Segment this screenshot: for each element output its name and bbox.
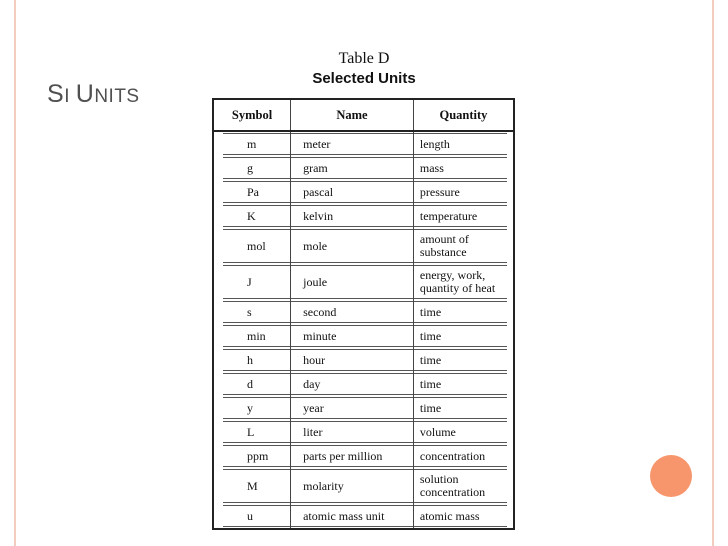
quantity-line: amount of xyxy=(419,232,469,246)
name-box xyxy=(291,397,413,419)
quantity-box xyxy=(414,133,507,155)
quantity-line: atomic mass xyxy=(419,508,480,523)
quantity-cell xyxy=(413,444,514,468)
table-row xyxy=(213,131,514,156)
table-row xyxy=(213,264,514,300)
quantity-line: pressure xyxy=(419,184,460,199)
slide-title xyxy=(47,80,140,109)
quantity-text xyxy=(420,269,495,295)
symbol-text: Pa xyxy=(247,184,259,199)
name-text: mole xyxy=(303,238,328,253)
quantity-box xyxy=(414,421,507,443)
table-row xyxy=(213,348,514,372)
quantity-line: quantity of heat xyxy=(419,281,496,295)
symbol-cell xyxy=(213,228,291,264)
name-box xyxy=(291,469,413,503)
name-box xyxy=(291,325,413,347)
table-row xyxy=(213,324,514,348)
quantity-box xyxy=(414,445,507,467)
quantity-text xyxy=(420,426,456,439)
symbol-box xyxy=(223,445,290,467)
symbol-cell xyxy=(213,131,291,156)
symbol-box xyxy=(223,181,290,203)
quantity-line: temperature xyxy=(419,208,478,223)
name-text: gram xyxy=(303,160,328,175)
quantity-cell xyxy=(413,131,514,156)
quantity-cell xyxy=(413,348,514,372)
quantity-text xyxy=(420,138,450,151)
name-cell xyxy=(291,180,414,204)
quantity-line: time xyxy=(419,376,442,391)
name-cell xyxy=(291,396,414,420)
symbol-box xyxy=(223,229,290,263)
quantity-text xyxy=(420,378,441,391)
name-cell xyxy=(291,156,414,180)
symbol-box xyxy=(223,325,290,347)
quantity-cell xyxy=(413,420,514,444)
name-cell xyxy=(291,131,414,156)
quantity-box xyxy=(414,505,507,527)
symbol-cell xyxy=(213,444,291,468)
quantity-line: energy, work, xyxy=(419,268,486,282)
table-row xyxy=(213,204,514,228)
symbol-text: h xyxy=(247,352,253,367)
table-row xyxy=(213,420,514,444)
name-text: second xyxy=(303,304,337,319)
quantity-line: concentration xyxy=(419,448,486,463)
symbol-cell xyxy=(213,348,291,372)
symbol-cell xyxy=(213,468,291,504)
symbol-cell xyxy=(213,204,291,228)
name-cell xyxy=(291,468,414,504)
name-text: kelvin xyxy=(303,208,334,223)
quantity-text xyxy=(420,233,469,259)
symbol-box xyxy=(223,421,290,443)
table-row xyxy=(213,444,514,468)
quantity-cell xyxy=(413,300,514,324)
symbol-box xyxy=(223,469,290,503)
symbol-cell xyxy=(213,156,291,180)
table-row xyxy=(213,504,514,529)
quantity-cell xyxy=(413,396,514,420)
header-name: Name xyxy=(291,99,414,131)
symbol-cell xyxy=(213,420,291,444)
quantity-box xyxy=(414,157,507,179)
quantity-cell xyxy=(413,204,514,228)
quantity-text xyxy=(420,402,441,415)
quantity-text xyxy=(420,330,441,343)
symbol-text: K xyxy=(247,208,256,223)
symbol-box xyxy=(223,301,290,323)
name-cell xyxy=(291,228,414,264)
title-rest-nits: NITS xyxy=(94,86,140,107)
quantity-line: time xyxy=(419,304,442,319)
table-row xyxy=(213,372,514,396)
symbol-text: y xyxy=(247,400,253,415)
symbol-box xyxy=(223,205,290,227)
quantity-box xyxy=(414,229,507,263)
symbol-text: g xyxy=(247,160,253,175)
name-text: minute xyxy=(303,328,337,343)
name-box xyxy=(291,301,413,323)
symbol-box xyxy=(223,349,290,371)
name-box xyxy=(291,265,413,299)
name-text: meter xyxy=(303,136,331,151)
quantity-text xyxy=(420,210,477,223)
name-cell xyxy=(291,324,414,348)
name-text: liter xyxy=(303,424,323,439)
quantity-line: volume xyxy=(419,424,456,439)
quantity-box xyxy=(414,265,507,299)
quantity-text xyxy=(420,450,485,463)
quantity-cell xyxy=(413,324,514,348)
quantity-box xyxy=(414,373,507,395)
name-text: parts per million xyxy=(303,448,383,463)
quantity-box xyxy=(414,301,507,323)
name-box xyxy=(291,229,413,263)
symbol-box xyxy=(223,397,290,419)
symbol-cell xyxy=(213,324,291,348)
symbol-cell xyxy=(213,504,291,529)
quantity-box xyxy=(414,325,507,347)
table-title: Table D xyxy=(338,50,390,67)
name-cell xyxy=(291,372,414,396)
symbol-text: s xyxy=(247,304,252,319)
name-box xyxy=(291,373,413,395)
name-box xyxy=(291,181,413,203)
symbol-box xyxy=(223,373,290,395)
table-row xyxy=(213,180,514,204)
name-text: year xyxy=(303,400,324,415)
name-box xyxy=(291,505,413,527)
title-initial-s: S xyxy=(47,80,65,108)
quantity-box xyxy=(414,397,507,419)
symbol-cell xyxy=(213,264,291,300)
quantity-line: length xyxy=(419,136,450,151)
name-cell xyxy=(291,504,414,529)
name-cell xyxy=(291,348,414,372)
symbol-box xyxy=(223,265,290,299)
symbol-text: J xyxy=(247,274,252,289)
symbol-cell xyxy=(213,396,291,420)
name-box xyxy=(291,445,413,467)
quantity-line: substance xyxy=(419,245,467,259)
table-row xyxy=(213,228,514,264)
table-body xyxy=(213,131,514,529)
quantity-cell xyxy=(413,228,514,264)
symbol-cell xyxy=(213,180,291,204)
header-symbol: Symbol xyxy=(213,99,291,131)
name-box xyxy=(291,157,413,179)
title-initial-u: U xyxy=(75,80,95,108)
table-row xyxy=(213,396,514,420)
symbol-box xyxy=(223,133,290,155)
quantity-box xyxy=(414,181,507,203)
quantity-line: solution xyxy=(419,472,459,486)
table-subtitle: Selected Units xyxy=(312,70,416,87)
quantity-text xyxy=(420,510,480,523)
quantity-text xyxy=(420,473,485,499)
header-quantity: Quantity xyxy=(413,99,514,131)
table-row xyxy=(213,468,514,504)
quantity-line: time xyxy=(419,352,442,367)
quantity-cell xyxy=(413,180,514,204)
quantity-box xyxy=(414,469,507,503)
symbol-text: d xyxy=(247,376,253,391)
name-box xyxy=(291,421,413,443)
name-text: pascal xyxy=(303,184,334,199)
quantity-text xyxy=(420,186,460,199)
name-text: day xyxy=(303,376,321,391)
symbol-cell xyxy=(213,300,291,324)
name-box xyxy=(291,349,413,371)
symbol-text: ppm xyxy=(247,448,269,463)
symbol-text: M xyxy=(247,478,258,493)
symbol-text: L xyxy=(247,424,255,439)
name-cell xyxy=(291,204,414,228)
quantity-line: time xyxy=(419,328,442,343)
symbol-text: min xyxy=(247,328,266,343)
name-cell xyxy=(291,300,414,324)
name-cell xyxy=(291,420,414,444)
quantity-line: concentration xyxy=(419,485,486,499)
quantity-cell xyxy=(413,264,514,300)
quantity-text xyxy=(420,306,441,319)
quantity-cell xyxy=(413,504,514,529)
quantity-cell xyxy=(413,372,514,396)
table-row xyxy=(213,300,514,324)
symbol-cell xyxy=(213,372,291,396)
symbol-box xyxy=(223,157,290,179)
name-text: atomic mass unit xyxy=(303,508,385,523)
quantity-text xyxy=(420,162,444,175)
name-box xyxy=(291,133,413,155)
name-cell xyxy=(291,264,414,300)
quantity-box xyxy=(414,205,507,227)
symbol-box xyxy=(223,505,290,527)
table-row xyxy=(213,156,514,180)
units-table xyxy=(212,98,515,530)
name-box xyxy=(291,205,413,227)
table-header-row xyxy=(213,99,514,131)
name-text: hour xyxy=(303,352,326,367)
quantity-box xyxy=(414,349,507,371)
name-text: joule xyxy=(303,274,328,289)
quantity-text xyxy=(420,354,441,367)
title-rest-i: I xyxy=(64,86,76,107)
quantity-line: mass xyxy=(419,160,444,175)
name-text: molarity xyxy=(303,478,344,493)
quantity-line: time xyxy=(419,400,442,415)
symbol-text: m xyxy=(247,136,257,151)
quantity-cell xyxy=(413,468,514,504)
symbol-text: u xyxy=(247,508,253,523)
decorative-circle xyxy=(650,455,692,497)
symbol-text: mol xyxy=(247,238,266,253)
name-cell xyxy=(291,444,414,468)
quantity-cell xyxy=(413,156,514,180)
